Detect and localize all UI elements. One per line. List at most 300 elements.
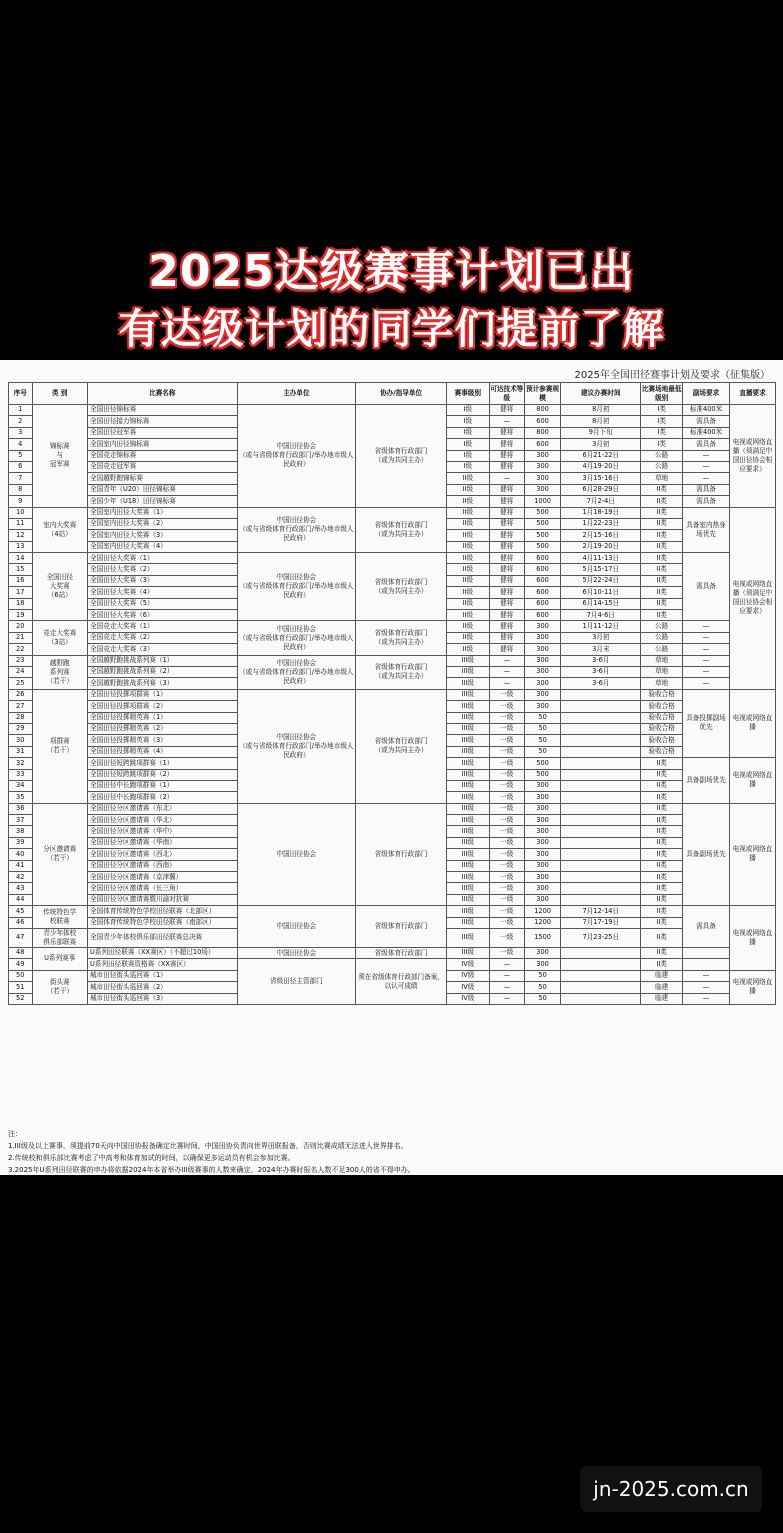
row-number: 25: [9, 678, 33, 689]
table-row: [9, 553, 776, 564]
event-time: 4月19-20日: [561, 461, 641, 472]
event-time: [561, 959, 641, 970]
participant-size: 300: [524, 666, 560, 677]
venue-level: 草地: [641, 666, 683, 677]
organizer-cell: 中国田径协会: [237, 947, 356, 958]
row-number: 49: [9, 959, 33, 970]
note-line: 3.2025年U系列田径联赛的申办将依据2024年本省举办III级赛事的人数来确定，2024年办赛时报名人数不足300人的省不得申办。: [8, 1166, 415, 1174]
event-time: 9月下旬: [561, 427, 641, 438]
participant-size: 600: [524, 598, 560, 609]
venue-level: II类: [641, 803, 683, 814]
row-number: 45: [9, 906, 33, 917]
row-number: 26: [9, 689, 33, 700]
event-time: 6月10-11日: [561, 587, 641, 598]
venue-level: I类: [641, 405, 683, 416]
event-name: U系列田径联赛资格赛（XX赛区）: [88, 959, 238, 970]
technical-grade: 健将: [489, 621, 524, 632]
row-number: 28: [9, 712, 33, 723]
technical-grade: 一级: [489, 701, 524, 712]
organizer-cell: 中国田径协会: [237, 906, 356, 948]
event-level: III级: [446, 666, 489, 677]
event-name: 全国田径接力锦标赛: [88, 416, 238, 427]
venue-level: II类: [641, 758, 683, 769]
secondary-field: 具备室内热身场优先: [683, 507, 730, 553]
venue-level: II类: [641, 872, 683, 883]
venue-level: II类: [641, 575, 683, 586]
row-number: 13: [9, 541, 33, 552]
technical-grade: 一级: [489, 947, 524, 958]
event-name: 全国少年（U18）田径锦标赛: [88, 496, 238, 507]
event-name: 城市田径街头巡回赛（3）: [88, 993, 238, 1004]
technical-grade: —: [489, 982, 524, 993]
event-level: I级: [446, 461, 489, 472]
category-cell: 街头赛 （若干）: [32, 970, 88, 1004]
row-number: 29: [9, 723, 33, 734]
row-number: 44: [9, 894, 33, 905]
technical-grade: —: [489, 993, 524, 1004]
secondary-field: —: [683, 982, 730, 993]
participant-size: 500: [524, 530, 560, 541]
venue-level: II类: [641, 553, 683, 564]
participant-size: 50: [524, 723, 560, 734]
technical-grade: 一级: [489, 723, 524, 734]
cohost-cell: 省级体育行政部门 （或为共同主办）: [356, 553, 447, 621]
event-name: 全国田径大奖赛（5）: [88, 598, 238, 609]
category-cell: 分区邀请赛 （若干）: [32, 803, 88, 906]
organizer-cell: 中国田径协会 （或与省级体育行政部门/举办地市级人民政府）: [237, 621, 356, 655]
secondary-field: 需具备: [683, 416, 730, 427]
secondary-field: —: [683, 993, 730, 1004]
event-time: [561, 746, 641, 757]
venue-level: I类: [641, 427, 683, 438]
technical-grade: 健将: [489, 564, 524, 575]
participant-size: 300: [524, 792, 560, 803]
event-name: 全国田径分区邀请赛（西南）: [88, 860, 238, 871]
row-number: 17: [9, 587, 33, 598]
event-level: II级: [446, 621, 489, 632]
cohost-cell: 省级体育行政部门: [356, 906, 447, 948]
secondary-field: 需具备: [683, 439, 730, 450]
secondary-field: —: [683, 632, 730, 643]
technical-grade: —: [489, 959, 524, 970]
cohost-cell: 省级体育行政部门 （或为共同主办）: [356, 655, 447, 689]
participant-size: 300: [524, 678, 560, 689]
event-level: III级: [446, 872, 489, 883]
cohost-cell: 省级体育行政部门 （或为共同主办）: [356, 621, 447, 655]
event-time: 3月初: [561, 632, 641, 643]
event-time: [561, 970, 641, 981]
row-number: 10: [9, 507, 33, 518]
technical-grade: 健将: [489, 541, 524, 552]
participant-size: 300: [524, 689, 560, 700]
event-level: II级: [446, 553, 489, 564]
organizer-cell: 中国田径协会: [237, 803, 356, 906]
row-number: 9: [9, 496, 33, 507]
row-number: 38: [9, 826, 33, 837]
participant-size: 600: [524, 553, 560, 564]
event-level: III级: [446, 826, 489, 837]
cohost-cell: 须在省级体育行政部门备案，以认可成绩: [356, 959, 447, 1005]
event-time: [561, 872, 641, 883]
event-name: 全国田径分区邀请赛（东北）: [88, 803, 238, 814]
event-level: II级: [446, 530, 489, 541]
technical-grade: 一级: [489, 837, 524, 848]
event-time: 5月22-24日: [561, 575, 641, 586]
category-cell: 室内大奖赛 （4站）: [32, 507, 88, 553]
row-number: 46: [9, 917, 33, 928]
event-time: [561, 947, 641, 958]
participant-size: 50: [524, 982, 560, 993]
secondary-field: —: [683, 678, 730, 689]
event-name: 全国越野跑挑战系列赛（3）: [88, 678, 238, 689]
event-time: 6月14-15日: [561, 598, 641, 609]
event-level: II级: [446, 496, 489, 507]
event-time: 1月11-12日: [561, 621, 641, 632]
event-name: 全国青年（U20）田径锦标赛: [88, 484, 238, 495]
venue-level: II类: [641, 792, 683, 803]
broadcast-requirement: 电视或网络直播: [730, 758, 776, 804]
venue-level: II类: [641, 837, 683, 848]
venue-level: 公路: [641, 644, 683, 655]
event-name: 全国青少年体校俱乐部田径联赛总决赛: [88, 928, 238, 947]
event-time: 5月15-17日: [561, 564, 641, 575]
technical-grade: 健将: [489, 507, 524, 518]
technical-grade: 一级: [489, 826, 524, 837]
table-row: [9, 959, 776, 970]
event-time: 6月21-22日: [561, 450, 641, 461]
technical-grade: 一级: [489, 746, 524, 757]
event-level: III级: [446, 803, 489, 814]
column-header: 比赛名称: [88, 383, 238, 405]
technical-grade: 健将: [489, 553, 524, 564]
row-number: 47: [9, 928, 33, 947]
row-number: 35: [9, 792, 33, 803]
row-number: 2: [9, 416, 33, 427]
cohost-cell: 省级体育行政部门: [356, 947, 447, 958]
participant-size: 300: [524, 815, 560, 826]
event-name: 全国田径投掷项群赛（1）: [88, 689, 238, 700]
venue-level: II类: [641, 906, 683, 917]
event-level: III级: [446, 928, 489, 947]
event-name: 全国越野跑锦标赛: [88, 473, 238, 484]
row-number: 1: [9, 405, 33, 416]
event-name: 全国竞走大奖赛（1）: [88, 621, 238, 632]
venue-level: I类: [641, 439, 683, 450]
secondary-field: —: [683, 461, 730, 472]
event-time: 3月末: [561, 644, 641, 655]
column-header: 预计参赛规模: [524, 383, 560, 405]
event-time: [561, 982, 641, 993]
event-time: 3月15-16日: [561, 473, 641, 484]
technical-grade: 健将: [489, 496, 524, 507]
venue-level: II类: [641, 917, 683, 928]
row-number: 50: [9, 970, 33, 981]
organizer-cell: 中国田径协会 （或与省级体育行政部门/举办地市级人民政府）: [237, 689, 356, 803]
venue-level: II类: [641, 894, 683, 905]
event-name: 全国田径分区邀请赛（京津冀）: [88, 872, 238, 883]
event-time: [561, 815, 641, 826]
schedule-table: [8, 382, 776, 1005]
row-number: 39: [9, 837, 33, 848]
event-time: [561, 689, 641, 700]
secondary-field: —: [683, 644, 730, 655]
row-number: 42: [9, 872, 33, 883]
row-number: 7: [9, 473, 33, 484]
row-number: 24: [9, 666, 33, 677]
event-time: [561, 769, 641, 780]
category-cell: 全国田径 大奖赛 （6站）: [32, 553, 88, 621]
participant-size: 500: [524, 507, 560, 518]
table-row: [9, 655, 776, 666]
participant-size: 50: [524, 970, 560, 981]
table-row: [9, 906, 776, 917]
venue-level: II类: [641, 947, 683, 958]
event-time: 7月23-25日: [561, 928, 641, 947]
cohost-cell: 省级体育行政部门: [356, 803, 447, 906]
event-time: [561, 735, 641, 746]
venue-level: II类: [641, 610, 683, 621]
venue-level: II类: [641, 587, 683, 598]
event-name: 全国田径分区邀请赛（华南）: [88, 837, 238, 848]
technical-grade: 一级: [489, 883, 524, 894]
row-number: 48: [9, 947, 33, 958]
participant-size: 300: [524, 450, 560, 461]
event-level: IV级: [446, 970, 489, 981]
event-name: 全国田径大奖赛（4）: [88, 587, 238, 598]
event-name: 全国田径分区邀请赛（华中）: [88, 826, 238, 837]
venue-level: II类: [641, 849, 683, 860]
venue-level: 公路: [641, 621, 683, 632]
notes-section: [8, 1128, 776, 1176]
row-number: 15: [9, 564, 33, 575]
event-time: [561, 758, 641, 769]
event-time: [561, 701, 641, 712]
event-level: II级: [446, 507, 489, 518]
venue-level: II类: [641, 826, 683, 837]
participant-size: 300: [524, 644, 560, 655]
column-header: 直播要求: [730, 383, 776, 405]
event-level: III级: [446, 917, 489, 928]
participant-size: 300: [524, 621, 560, 632]
category-cell: 青少年体校 俱乐部联赛: [32, 928, 88, 947]
event-name: 全国田径投掷精英赛（2）: [88, 723, 238, 734]
venue-level: 验收合格: [641, 689, 683, 700]
participant-size: 50: [524, 993, 560, 1004]
cohost-cell: 省级体育行政部门 （或为共同主办）: [356, 507, 447, 553]
participant-size: 300: [524, 872, 560, 883]
event-level: III级: [446, 746, 489, 757]
venue-level: II类: [641, 928, 683, 947]
event-name: 全国室内田径大奖赛（2）: [88, 518, 238, 529]
event-name: 全国越野跑挑战系列赛（1）: [88, 655, 238, 666]
venue-level: II类: [641, 860, 683, 871]
site-watermark: jn-2025.com.cn: [580, 1466, 762, 1512]
secondary-field: 需具备: [683, 496, 730, 507]
participant-size: 500: [524, 541, 560, 552]
category-cell: U系列赛事: [32, 947, 88, 970]
column-header: 主办单位: [237, 383, 356, 405]
column-header: 赛事级别: [446, 383, 489, 405]
event-level: II级: [446, 484, 489, 495]
event-level: I级: [446, 439, 489, 450]
event-level: III级: [446, 792, 489, 803]
secondary-field: 标准400米: [683, 427, 730, 438]
event-time: 1月22-23日: [561, 518, 641, 529]
secondary-field: —: [683, 666, 730, 677]
row-number: 18: [9, 598, 33, 609]
broadcast-requirement: 电视或网络直播: [730, 803, 776, 906]
document-title: 2025年全国田径赛事计划及要求（征集版）: [574, 370, 770, 381]
cohost-cell: 省级体育行政部门 （或为共同主办）: [356, 405, 447, 508]
venue-level: 公路: [641, 632, 683, 643]
technical-grade: —: [489, 666, 524, 677]
event-name: 全国竞走锦标赛: [88, 450, 238, 461]
participant-size: 300: [524, 484, 560, 495]
secondary-field: —: [683, 655, 730, 666]
event-name: 全国田径投掷精英赛（1）: [88, 712, 238, 723]
organizer-cell: 省级田径主管部门: [237, 959, 356, 1005]
event-name: 全国田径冠军赛: [88, 427, 238, 438]
event-level: I级: [446, 405, 489, 416]
participant-size: 300: [524, 959, 560, 970]
participant-size: 300: [524, 883, 560, 894]
technical-grade: 一级: [489, 860, 524, 871]
participant-size: 300: [524, 860, 560, 871]
event-time: [561, 803, 641, 814]
headline-line-1: 2025达级赛事计划已出: [148, 246, 635, 297]
row-number: 27: [9, 701, 33, 712]
table-row: [9, 507, 776, 518]
event-level: III级: [446, 723, 489, 734]
participant-size: 300: [524, 947, 560, 958]
broadcast-requirement: 电视或网络直播（须满足中国田径协会相应要求）: [730, 507, 776, 689]
secondary-field: 标准400米: [683, 405, 730, 416]
venue-level: 临建: [641, 970, 683, 981]
participant-size: 600: [524, 439, 560, 450]
technical-grade: 一级: [489, 769, 524, 780]
event-time: 3-6月: [561, 666, 641, 677]
event-name: 全国田径大奖赛（2）: [88, 564, 238, 575]
technical-grade: 健将: [489, 461, 524, 472]
secondary-field: 具备副场优先: [683, 803, 730, 906]
event-time: [561, 883, 641, 894]
technical-grade: —: [489, 473, 524, 484]
event-time: 7月17-19日: [561, 917, 641, 928]
venue-level: 验收合格: [641, 712, 683, 723]
participant-size: 50: [524, 746, 560, 757]
note-line: 1.III级及以上赛事，须提前70天向中国田协报备确定比赛时间，中国田协负责向世界田联报备，否则比赛成绩无法进入世界排名。: [8, 1142, 408, 1150]
event-name: 全国田径锦标赛: [88, 405, 238, 416]
event-time: 3月初: [561, 439, 641, 450]
row-number: 22: [9, 644, 33, 655]
row-number: 30: [9, 735, 33, 746]
headline-line-2: 有达级计划的同学们提前了解: [118, 305, 665, 353]
event-name: 全国田径大奖赛（3）: [88, 575, 238, 586]
technical-grade: 一级: [489, 917, 524, 928]
row-number: 52: [9, 993, 33, 1004]
event-level: III级: [446, 655, 489, 666]
event-name: 全国室内田径大奖赛（4）: [88, 541, 238, 552]
event-level: II级: [446, 598, 489, 609]
row-number: 19: [9, 610, 33, 621]
technical-grade: 一级: [489, 803, 524, 814]
row-number: 32: [9, 758, 33, 769]
venue-level: 草地: [641, 655, 683, 666]
event-level: III级: [446, 701, 489, 712]
event-level: III级: [446, 860, 489, 871]
technical-grade: —: [489, 655, 524, 666]
column-header: 序号: [9, 383, 33, 405]
participant-size: 300: [524, 837, 560, 848]
venue-level: II类: [641, 496, 683, 507]
technical-grade: 健将: [489, 450, 524, 461]
event-name: 城市田径街头巡回赛（1）: [88, 970, 238, 981]
participant-size: 500: [524, 769, 560, 780]
event-time: 7月12-14日: [561, 906, 641, 917]
table-row: [9, 947, 776, 958]
event-time: 3-6月: [561, 678, 641, 689]
row-number: 11: [9, 518, 33, 529]
venue-level: I类: [641, 416, 683, 427]
event-name: 全国田径投掷精英赛（3）: [88, 735, 238, 746]
venue-level: 临建: [641, 982, 683, 993]
event-level: IV级: [446, 982, 489, 993]
row-number: 36: [9, 803, 33, 814]
row-number: 21: [9, 632, 33, 643]
event-level: II级: [446, 564, 489, 575]
event-level: II级: [446, 632, 489, 643]
row-number: 41: [9, 860, 33, 871]
participant-size: 50: [524, 712, 560, 723]
technical-grade: —: [489, 416, 524, 427]
participant-size: 600: [524, 610, 560, 621]
participant-size: 600: [524, 564, 560, 575]
event-name: 全国竞走冠军赛: [88, 461, 238, 472]
participant-size: 300: [524, 780, 560, 791]
event-level: II级: [446, 644, 489, 655]
secondary-field: [683, 947, 730, 958]
event-level: III级: [446, 947, 489, 958]
secondary-field: —: [683, 473, 730, 484]
column-header: 建议办赛时间: [561, 383, 641, 405]
row-number: 51: [9, 982, 33, 993]
technical-grade: 一级: [489, 792, 524, 803]
technical-grade: 一级: [489, 849, 524, 860]
organizer-cell: 中国田径协会 （或与省级体育行政部门/举办地市级人民政府）: [237, 507, 356, 553]
technical-grade: 一级: [489, 780, 524, 791]
participant-size: 1500: [524, 928, 560, 947]
event-level: III级: [446, 780, 489, 791]
venue-level: II类: [641, 507, 683, 518]
event-time: [561, 780, 641, 791]
venue-level: II类: [641, 518, 683, 529]
event-level: III级: [446, 815, 489, 826]
row-number: 37: [9, 815, 33, 826]
broadcast-requirement: 电视或网络直播: [730, 970, 776, 1004]
event-time: 3-6月: [561, 655, 641, 666]
event-time: 6月28-29日: [561, 484, 641, 495]
category-cell: 竞走大奖赛 （3站）: [32, 621, 88, 655]
event-level: II级: [446, 541, 489, 552]
secondary-field: —: [683, 450, 730, 461]
event-level: III级: [446, 883, 489, 894]
event-name: 全国竞走大奖赛（3）: [88, 644, 238, 655]
event-name: 全国体育传统特色学校田径联赛（南部区）: [88, 917, 238, 928]
event-time: 2月19-20日: [561, 541, 641, 552]
row-number: 8: [9, 484, 33, 495]
event-name: 城市田径街头巡回赛（2）: [88, 982, 238, 993]
category-cell: 越野跑 系列赛 （若干）: [32, 655, 88, 689]
